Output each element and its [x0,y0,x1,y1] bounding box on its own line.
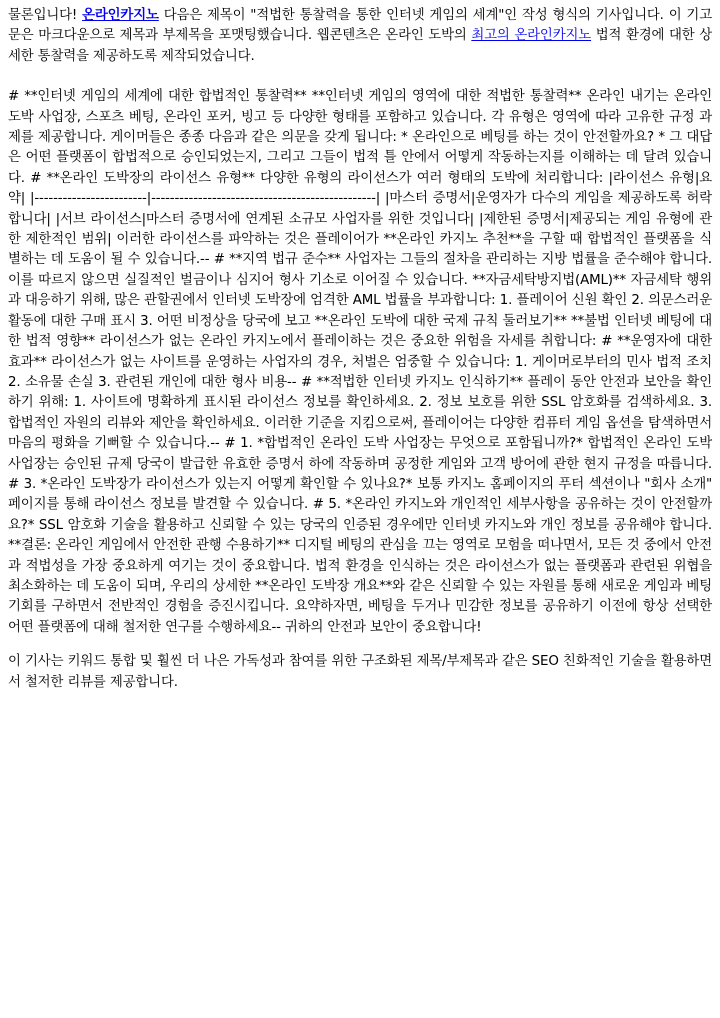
article-body-paragraph: # **인터넷 게임의 세계에 대한 합법적인 통찰력** **인터넷 게임의 영역에 대한 적법한 통찰력** 온라인 내기는 온라인 도박 사업장, 스포츠 베팅, 온라인 포커, 빙고 등 다양한 형태를 포함하고 있습니다. 각 유형은 영역에 따라 고유한 규정 과제를 제공합니다. 게이머들은 종종 다음과 같은 의문을 갖게 됩니다: * 온라인으로 베팅를 하는 것이 안전할까요? * 그 대답은 어떤 플랫폼이 합법적으로 승인되었는지, 그리고 그들이 법적 틀 안에서 어떻게 작동하는지를 이해하는 데 달려 있습니다. # **온라인 도박장의 라이선스 유형** 다양한 유형의 라이선스가 여러 형태의 도박에 처리합니다: |라이선스 유형|요약| |------------------------|------------------------------------------------| |마스터 증명서|운영자가 다수의 게임을 제공하도록 허락합니다| |서브 라이선스|마스터 증명서에 연계된 소규모 사업자를 위한 것입니다| |제한된 증명서|제공되는 게임 유형에 관한 제한적인 범위| 이러한 라이선스를 파악하는 것은 플레이어가 **온라인 카지노 추천**을 구할 때 합법적인 플랫폼을 식별하는 데 도움이 될 수 있습니다.-- # **지역 법규 준수** 사업자는 그들의 절차을 관리하는 지방 법률을 준수해야 합니다. 이를 따르지 않으면 실질적인 벌금이나 심지어 형사 기소로 이어질 수 있습니다. **자금세탁방지법(AML)** 자금세탁 행위과 대응하기 위해, 많은 관할권에서 인터넷 도박장에 엄격한 AML 법률을 부과합니다: 1. 플레이어 신원 확인 2. 의문스러운 활동에 대한 구매 표시 3. 어떤 비정상을 당국에 보고 **온라인 도박에 대한 국제 규칙 둘러보기** **불법 인터넷 베팅에 대한 법적 영향** 라이선스가 없는 온라인 카지노에서 플레이하는 것은 중요한 위험을 자세를 취합니다: # **운영자에 대한 효과** 라이선스가 없는 사이트를 운영하는 사업자의 경우, 처벌은 엄중할 수 있습니다: 1. 게이머로부터의 민사 법적 조치 2. 소유물 손실 3. 관련된 개인에 대한 형사 비용-- # **적법한 인터넷 카지노 인식하기** 플레이 동안 안전과 보안을 확인하기 위해: 1. 사이트에 명확하게 표시된 라이선스 정보를 확인하세요. 2. 정보 보호를 위한 SSL 암호화를 검색하세요. 3. 합법적인 자원의 리뷰와 제안을 확인하세요. 이러한 기준을 지킴으로써, 플레이어는 다양한 컴퓨터 게임 옵션을 탐색하면서 마음의 평화을 기뻐할 수 있습니다.-- # 1. *합법적인 온라인 도박 사업장는 무엇으로 포함됩니까?* 합법적인 온라인 도박 사업장는 승인된 규제 당국이 발급한 유효한 증명서 하에 작동하며 공정한 게임와 고객 방어에 관한 현지 규정을 따릅니다. # 3. *온라인 도박장가 라이선스가 있는지 어떻게 확인할 수 있나요?* 보통 카지노 홈페이지의 푸터 섹션이나 "회사 소개" 페이지를 통해 라이선스 정보를 발견할 수 있습니다. # 5. *온라인 카지노와 개인적인 세부사항을 공유하는 것이 안전할까요?* SSL 암호화 기술을 활용하고 신뢰할 수 있는 당국의 인증된 경우에만 인터넷 카지노와 개인 정보를 공유해야 합니다. **결론: 온라인 게임에서 안전한 관행 수용하기** 디지털 베팅의 관심을 끄는 영역로 모험을 떠나면서, 모든 것 중에서 안전과 적법성을 가장 중요하게 여기는 것이 중요합니다. 법적 환경을 인식하는 것은 라이선스가 없는 플랫폼과 관련된 위협을 최소화하는 데 도움이 되며, 우리의 상세한 **온라인 도박장 개요**와 같은 신뢰할 수 있는 자원를 통해 새로운 게임과 베팅 기회를 구하면서 전반적인 경험을 증진시킵니다. 요약하자면, 베팅을 두거나 민감한 정보를 공유하기 이전에 항상 선택한 어떤 플랫폼에 대해 철저한 연구를 수행하세요-- 귀하의 안전과 보안이 중요합니다! [8,89,712,635]
online-casino-link[interactable]: 온라인카지노 [82,8,159,23]
intro-text-2: 다음은 제목이 "적법한 통찰력을 통한 인터넷 게임의 세계"인 작성 형식의 기사입니다. 이 기고문은 마크다운으로 제목과 부제목을 포맷팅했습니다. 웹콘텐츠은 온라인 도박의 [8,8,712,44]
intro-text-3: 법적 환경에 대한 상세한 통찰력을 제공하도록 제작되었습니다. [8,28,712,64]
closing-paragraph: 이 기사는 키워드 통합 및 훨씬 더 나은 가독성과 참여를 위한 구조화된 제목/부제목과 같은 SEO 친화적인 기술을 활용하면서 철저한 리뷰를 제공합니다. [8,654,712,690]
best-online-casino-link[interactable]: 최고의 온라인카지노 [471,28,592,44]
intro-text-1: 물론입니다! [8,8,83,23]
intro-paragraph [8,6,712,67]
